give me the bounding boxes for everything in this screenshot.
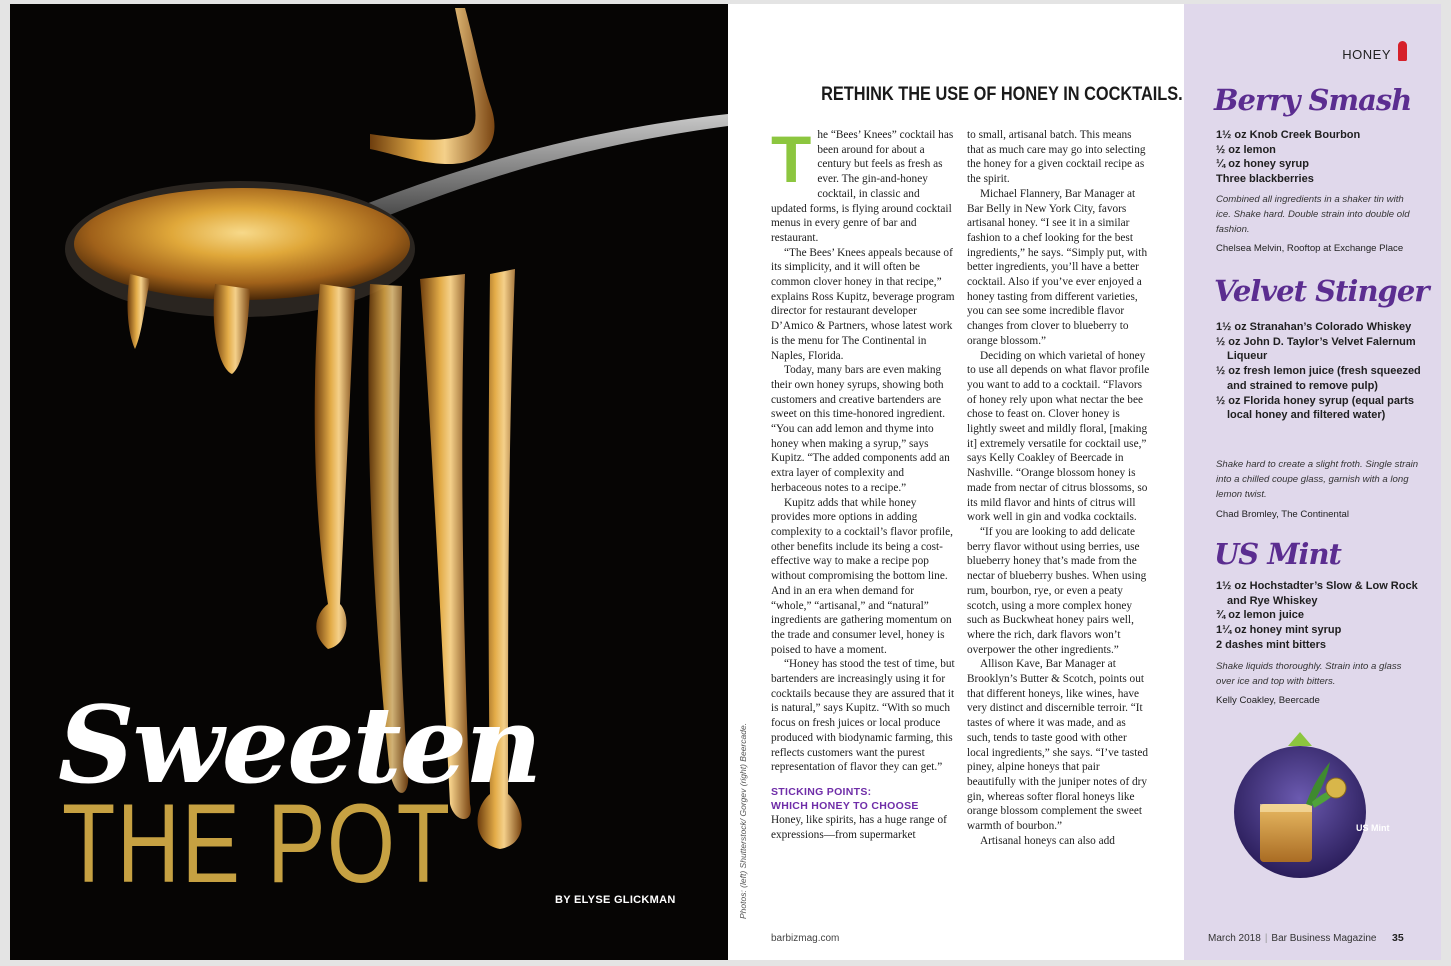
honey-drip — [214, 284, 250, 374]
article-page — [728, 4, 1184, 960]
ingredient-list — [1216, 579, 1426, 653]
paragraph: The “Bees’ Knees” cocktail has been around for about a century but feels as fresh as ever. The gin-and-honey cocktail, in classic and updated forms, is flying around cocktail menus in every genre of bar and restaurant. — [771, 122, 954, 244]
recipe-title: US Mint — [1214, 537, 1341, 571]
ingredient-list — [1216, 128, 1426, 187]
article-headline: RETHINK THE USE OF HONEY IN COCKTAILS. — [821, 84, 1183, 105]
ingredient: 1½ oz Knob Creek Bourbon — [1216, 129, 1361, 141]
ingredient: 1½ oz Hochstadter’s Slow & Low Rock and Rye Whiskey — [1216, 580, 1418, 607]
ingredient: ¾ oz lemon juice — [1216, 609, 1305, 622]
ingredient: ½ oz fresh lemon juice (fresh squeezed and strained to remove pulp) — [1216, 365, 1421, 392]
recipe-method: Shake liquids thoroughly. Strain into a glass over ice and top with bitters. — [1216, 661, 1402, 687]
paragraph: to small, artisanal batch. This means that as much care may go into selecting the honey for a given cocktail recipe as the spirit. — [967, 129, 1146, 186]
paragraph: Artisanal honeys can also add — [980, 834, 1115, 847]
paragraph: Michael Flannery, Bar Manager at Bar Belly in New York City, favors artisanal honey. “I see it in a similar fashion to a chef looking for the best ingredients,” he says. “Simply put, with better ingredients, you’ll have a better cocktail. Also if you’ve ever enjoyed a honey tasting from different varieties, you can see some incredible flavor changes from clover to blueberry to orange blossom.” — [967, 187, 1148, 347]
ingredient: ½ oz lemon — [1216, 143, 1276, 156]
cocktail-shaker-icon — [1398, 41, 1407, 61]
ingredient: 2 dashes mint bitters — [1216, 638, 1327, 651]
paragraph: Deciding on which varietal of honey to use all depends on what flavor profile you want to add to a cocktail. “Flavors of honey rely upon what nectar the bee chose to feast on. Clover honey is lightly sweet and mildly floral, [making it] extremely versatile for cocktail use,” says Kelly Coakley of Beercade in Nashville. “Orange blossom honey is made from nectar of citrus blossoms, so its mild flavor and hints of citrus will work well in gin and vodka cocktails. — [967, 349, 1150, 524]
paragraph: Today, many bars are even making their own honey syrups, showing both customers and creative bartenders are sweet on this time-honored ingredient. “You can add lemon and thyme into honey when making a syrup,” says Kupitz. “The added components add an extra layer of complexity and herbaceous notes to a recipe.” — [771, 364, 950, 494]
paragraph: “The Bees’ Knees appeals because of its simplicity, and it will often be common clover honey in that recipe,” explains Ross Kupitz, beverage program director for restaurant developer D’Amico & Partners, whose latest work is the menu for The Continental in Naples, Florida. — [771, 246, 955, 362]
footer-issue: March 2018 | Bar Business Magazine — [1208, 933, 1377, 944]
section-tag: HONEY — [1342, 47, 1391, 62]
honey-drip-long — [315, 284, 355, 649]
honey-drip — [128, 274, 150, 349]
subhead: STICKING POINTS: WHICH HONEY TO CHOOSE — [771, 785, 919, 812]
paragraph: Allison Kave, Bar Manager at Brooklyn’s Butter & Scotch, points out that different honeys, like wines, have very distinct and discernible terroir. “It tastes of where it was made, and as such, tends to taste good with other local ingredients,” she says. “I’ve tasted piney, alpine honeys that pair beautifully with the juniper notes of dry gin, whereas softer floral honeys like orange blossom complement the sweet warmth of bourbon.” — [967, 658, 1148, 833]
honey-stream-top — [370, 8, 494, 164]
title-sweeten: Sweeten — [58, 682, 541, 807]
spoon-handle — [340, 114, 728, 229]
photo-credit: Photos: (left) Shutterstock/ Gorgev (right) Beercade. — [738, 722, 748, 919]
article-column-2 — [967, 128, 1151, 848]
paragraph: Honey, like spirits, has a huge range of expressions—from supermarket — [771, 813, 947, 841]
footer-url[interactable]: barbizmag.com — [771, 933, 840, 944]
paragraph: Kupitz adds that while honey provides more options in adding complexity to a cocktail’s flavor profile, other benefits include its being a cost-effective way to make a recipe pop without compromising the bottom line. And in an era when demand for “whole,” “artisanal,” and “natural” ingredients are gathering momentum on the trade and consumer level, honey is poised to have a moment. — [771, 496, 953, 656]
ingredient-list — [1216, 320, 1426, 423]
us-mint-cocktail-photo — [1226, 732, 1374, 880]
ingredient: Three blackberries — [1216, 173, 1314, 186]
recipe-credit: Kelly Coakley, Beercade — [1216, 695, 1320, 706]
recipe-method: Combined all ingredients in a shaker tin with ice. Shake hard. Double strain into double old fashion. — [1216, 194, 1410, 235]
recipe-credit: Chelsea Melvin, Rooftop at Exchange Place — [1216, 243, 1404, 254]
ingredient: ¼ oz honey syrup — [1216, 158, 1309, 171]
ingredient: ½ oz John D. Taylor’s Velvet Falernum Liqueur — [1216, 335, 1416, 363]
ingredient: ½ oz Florida honey syrup (equal parts local honey and filtered water) — [1216, 394, 1415, 422]
honey-pool — [74, 188, 410, 300]
hero-photo-page — [10, 4, 728, 960]
recipe-method: Shake hard to create a slight froth. Single strain into a chilled coupe glass, garnish with a long lemon twist. — [1216, 459, 1419, 500]
byline: BY ELYSE GLICKMAN — [555, 894, 676, 906]
recipe-title: Berry Smash — [1214, 83, 1412, 117]
paragraph: “Honey has stood the test of time, but bartenders are increasingly using it for cocktails because they are assured that it is natural,” says Kupitz. “With so much focus on fresh juices or local produce produced with biodynamic farming, this reflects customers want the purest representation of flavor they can get.” — [771, 658, 955, 774]
article-column-1 — [771, 122, 955, 842]
paragraph: “If you are looking to add delicate berry flavor without using berries, use blueberry honey that’s made from the nectar of blueberry bushes. When using rum, bourbon, rye, or even a peaty scotch, using a more complex honey such as Buckwheat honey pairs well, where the rich, dark flavors won’t overpower the other ingredients.” — [967, 525, 1147, 656]
drop-cap: T — [771, 122, 812, 196]
recipe-sidebar — [1184, 4, 1441, 960]
title-the-pot: THE POT — [62, 781, 452, 906]
ingredient: 1½ oz Stranahan’s Colorado Whiskey — [1216, 321, 1412, 333]
recipe-title: Velvet Stinger — [1214, 274, 1429, 308]
ingredient: 1¼ oz honey mint syrup — [1216, 624, 1342, 637]
page-number: 35 — [1392, 932, 1404, 944]
photo-label: US Mint — [1356, 823, 1390, 833]
recipe-credit: Chad Bromley, The Continental — [1216, 509, 1349, 520]
footer-divider: | — [1264, 933, 1268, 944]
